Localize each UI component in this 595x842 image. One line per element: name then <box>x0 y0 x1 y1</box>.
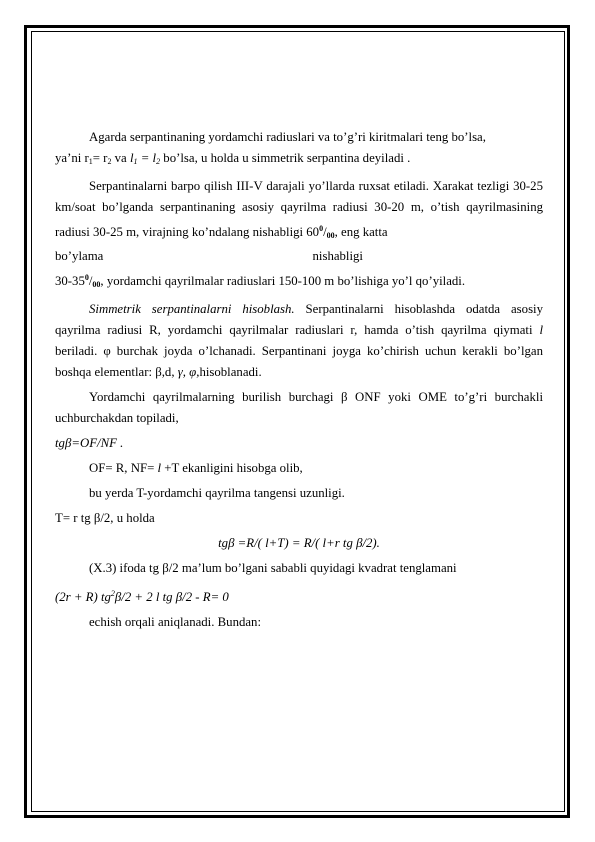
formula-tg-beta: tgβ=OF/NF . <box>55 436 124 450</box>
paragraph-rotation-angle: Yordamchi qayrilmalarning burilish burchagi β ONF yoki OME to’g’ri burchakli uchburchakdan topiladi, <box>55 390 543 425</box>
formula-tg-beta-expanded: tgβ =R/( l+T) = R/( l+r tg β/2). <box>218 536 380 550</box>
paragraph-symmetric-definition: Agarda serpantinaning yordamchi radiuslari va to’g’ri kiritmalari teng bo’lsa, ya’ni $r_1= r_2$ va $l_1 = l_2$ bo’lsa, u holda u simmetrik serpantina deyiladi . <box>55 130 486 166</box>
section-heading-italic: Simmetrik serpantinalarni hisoblash. <box>89 302 295 316</box>
paragraph-solution: echish orqali aniqlanadi. Bundan: <box>89 615 262 629</box>
paragraph-calculation: Simmetrik serpantinalarni hisoblash. Serpantinalarni hisoblashda odatda asosiy qayrilma radiusi R, yordamchi qayrilmalar radiuslari r, hamda o’tish qayrilma qiymati l beriladi. φ burchak joyda o’lchanadi. Serpantinani joyga ko’chirish uchun kerakli bo’lgan boshqa elementlar: β,d, γ, φ,hisoblanadi. <box>55 302 544 379</box>
paragraph-of-nf: OF= R, NF= l +T ekanligini hisobga olib, <box>89 461 303 475</box>
paragraph-t-formula: T= r tg β/2, u holda <box>55 511 155 525</box>
formula-quadratic: (2r + R) $tg^2\beta/2 + 2$ l tg β/2 - R= 0 <box>55 589 229 604</box>
paragraph-construction-conditions: Serpantinalarni barpo qilish III-V darajali yo’llarda ruxsat etiladi. Xarakat tezligi 30-25 km/soat bo’lganda serpantinaning asosiy qayrilma radiusi 30-20 m, o’tish qayrilmasining radiusi 30-25 m, virajning ko’ndalang nishabligi $60^0/_{00}$, eng katta bo’ylama nishabligi $30-35^0/_{00}$, yordamchi qayrilmalar radiuslari 150-100 m bo’lishiga yo’l qo’yiladi. <box>55 179 543 289</box>
paragraph-quadratic-intro: (X.3) ifoda tg β/2 ma’lum bo’lgani sababli quyidagi kvadrat tenglamani <box>89 561 457 575</box>
paragraph-tangent-definition: bu yerda T-yordamchi qayrilma tangensi uzunligi. <box>89 486 345 500</box>
document-body <box>55 127 543 637</box>
